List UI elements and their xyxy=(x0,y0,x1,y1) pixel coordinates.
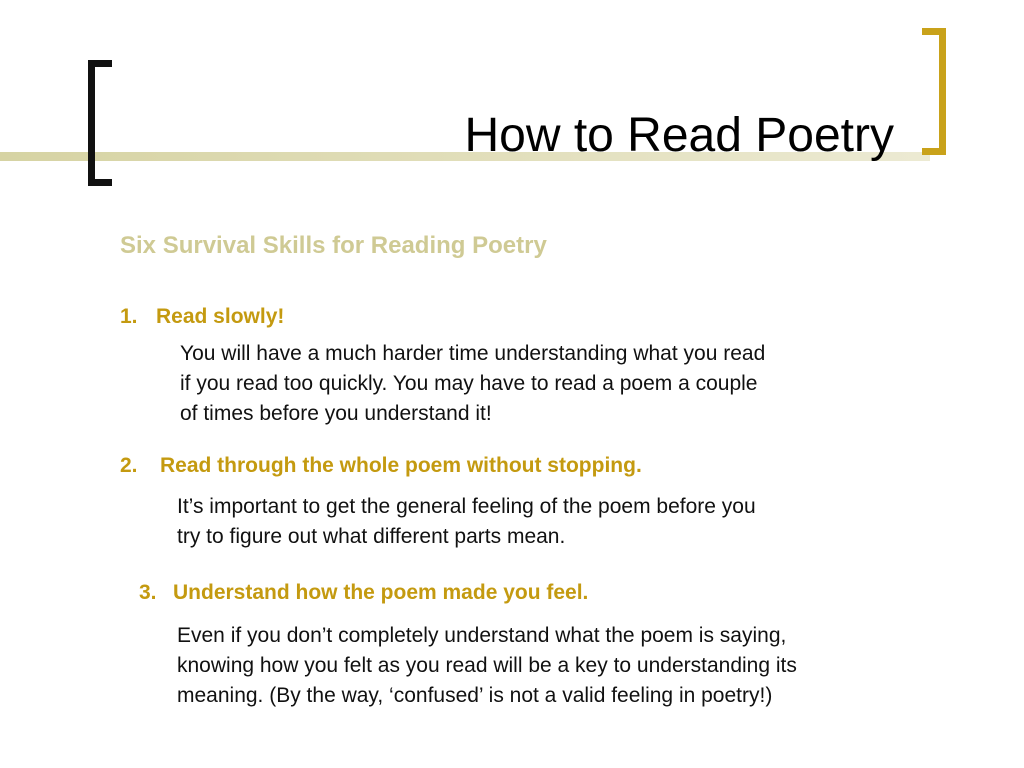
skill-3-body-line: knowing how you felt as you read will be a key to understanding its xyxy=(177,654,797,677)
skill-1-body xyxy=(180,339,910,429)
right-bracket-decoration xyxy=(922,28,946,155)
skill-3-body xyxy=(177,621,957,711)
slide-subtitle: Six Survival Skills for Reading Poetry xyxy=(120,232,547,259)
skill-3-body-line: meaning. (By the way, ‘confused’ is not a valid feeling in poetry!) xyxy=(177,684,773,707)
skill-3-body-line: Even if you don’t completely understand what the poem is saying, xyxy=(177,624,787,647)
skill-1-heading xyxy=(120,303,284,331)
skill-3-title: Understand how the poem made you feel. xyxy=(173,581,589,604)
skill-2-body xyxy=(177,492,897,552)
skill-2-body-line: It’s important to get the general feeling of the poem before you xyxy=(177,495,756,518)
skill-1-body-line: if you read too quickly. You may have to read a poem a couple xyxy=(180,372,758,395)
skill-2-number: 2. xyxy=(120,454,138,477)
slide-title: How to Read Poetry xyxy=(464,109,894,162)
skill-1-body-line: You will have a much harder time understanding what you read xyxy=(180,342,766,365)
skill-2-body-line: try to figure out what different parts mean. xyxy=(177,525,566,548)
skill-1-title: Read slowly! xyxy=(156,305,285,328)
skill-1-number: 1. xyxy=(120,305,138,328)
skill-1-body-line: of times before you understand it! xyxy=(180,402,492,425)
left-bracket-decoration xyxy=(88,60,112,186)
skill-3-heading xyxy=(139,579,588,607)
skill-3-number: 3. xyxy=(139,581,157,604)
skill-2-heading xyxy=(120,452,642,480)
skill-2-title: Read through the whole poem without stopping. xyxy=(160,454,642,477)
